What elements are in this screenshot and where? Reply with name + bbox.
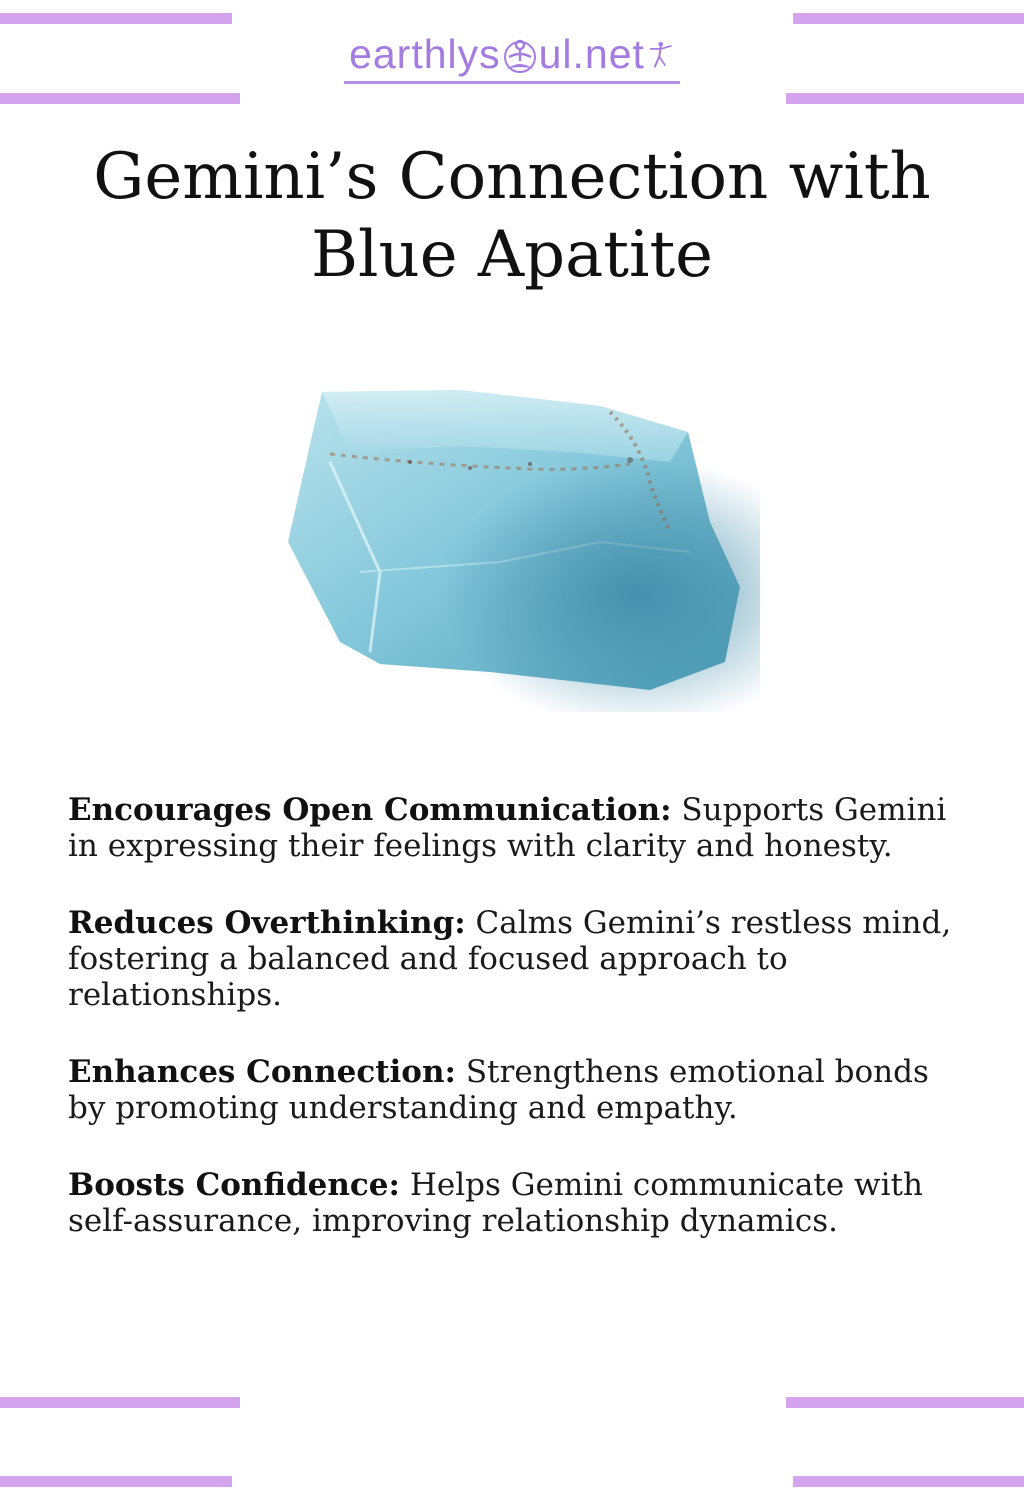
- logo-text-left: earthlys: [349, 31, 501, 77]
- benefit-item: [68, 1167, 958, 1239]
- benefit-item: [68, 905, 958, 1013]
- benefit-heading: Encourages Open Communication:: [68, 792, 672, 828]
- benefit-item: [68, 1054, 958, 1126]
- decor-bar-bottom-right-1: [786, 1397, 1024, 1408]
- dancer-figure-icon: [647, 35, 673, 75]
- benefit-text: Calms Gemini’s restless mind, fostering a balanced and focused approach to relationships.: [68, 905, 952, 1013]
- decor-bar-bottom-right-2: [793, 1476, 1024, 1487]
- decor-bar-top-left-2: [0, 93, 240, 104]
- decor-bar-top-left-1: [0, 13, 232, 24]
- page-title: [40, 138, 984, 294]
- meditation-figure-icon: [503, 35, 537, 75]
- benefit-heading: Enhances Connection:: [68, 1054, 456, 1090]
- benefit-text: Supports Gemini in expressing their feelings with clarity and honesty.: [68, 792, 947, 864]
- benefit-heading: Boosts Confidence:: [68, 1167, 400, 1203]
- decor-bar-bottom-left-1: [0, 1397, 240, 1408]
- blue-apatite-crystal-image: [270, 372, 760, 712]
- benefit-item: [68, 792, 958, 864]
- brand-logo[interactable]: [0, 31, 1024, 84]
- title-line-1: Gemini’s Connection with: [93, 140, 931, 214]
- decor-bar-bottom-left-2: [0, 1476, 232, 1487]
- decor-bar-top-right-2: [786, 93, 1024, 104]
- benefit-text: Strengthens emotional bonds by promoting understanding and empathy.: [68, 1054, 929, 1126]
- benefits-list: [68, 792, 958, 1280]
- logo-underline: [344, 81, 680, 84]
- benefit-text: Helps Gemini communicate with self-assurance, improving relationship dynamics.: [68, 1167, 923, 1239]
- logo-text-right: ul.net: [538, 31, 645, 77]
- decor-bar-top-right-1: [793, 13, 1024, 24]
- benefit-heading: Reduces Overthinking:: [68, 905, 466, 941]
- title-line-2: Blue Apatite: [310, 218, 714, 292]
